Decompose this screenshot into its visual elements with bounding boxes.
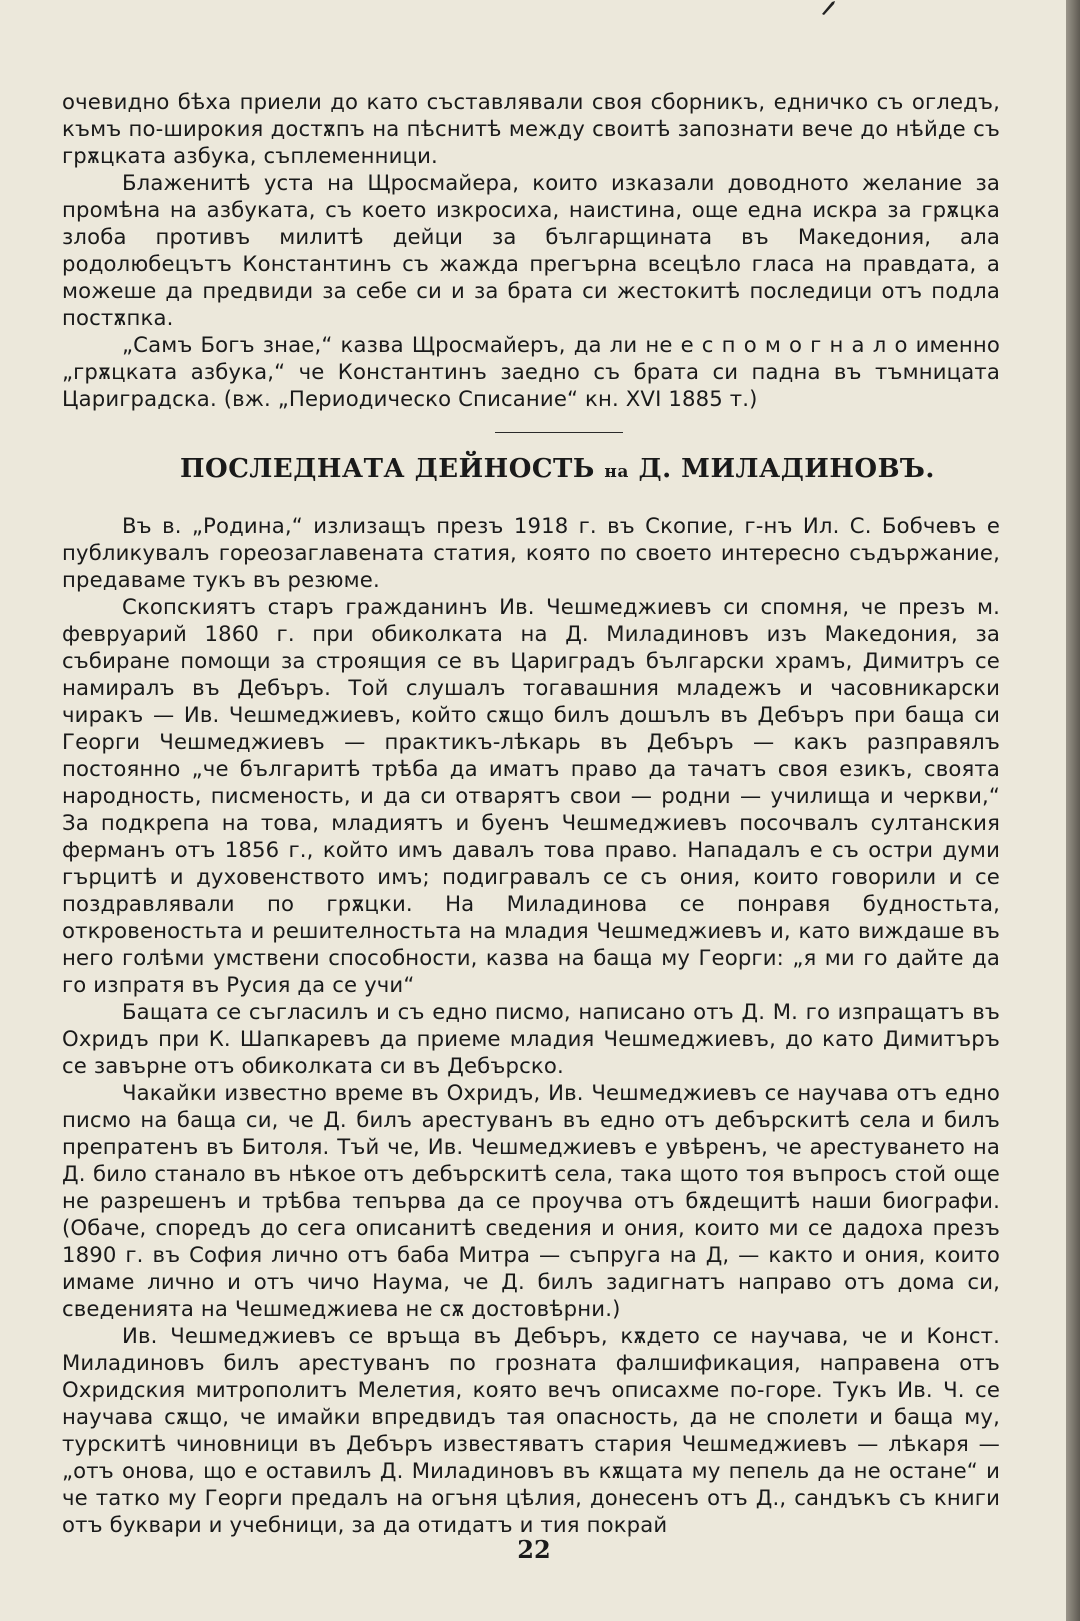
paragraph: Скопскиятъ старъ гражданинъ Ив. Чешмеджиевъ си спомня, че презъ м. февруарий 1860 г. при обиколката на Д. Миладиновъ изъ Македония, за събиране помощи за строящия се въ Цариградъ български храмъ, Димитръ се намиралъ въ Дебъръ. Той слушалъ тогавашния младежъ и часовникарски чиракъ — Ив. Чешмеджиевъ, който сѫщо билъ дошълъ въ Дебъръ при баща си Георги Чешмеджиевъ — практикъ-лѣкарь въ Дебъръ — какъ разправялъ постоянно „че българитѣ трѣба да иматъ право да тачатъ своя езикъ, своята народность, писменость, и да си отварятъ свои — родни — училища и черкви,“ За подкрепа на това, младиятъ и буенъ Чешмеджиевъ посочвалъ султанския ферманъ отъ 1856 г., който имъ давалъ това право. Нападалъ е съ остри думи гърцитѣ и духовенството имъ; подигравалъ се съ ония, които говорили и се поздравлявали по грѫцки. На Миладинова се понравя будностьта, откровеностьта и решителностьта на младия Чешмеджиевъ и, като виждаше въ него голѣми умствени способности, казва на баща му Георги: „я ми го дайте да го изпратя въ Русия да се учи“ <box>62 594 1000 997</box>
heading-part: ПОСЛЕДНАТА ДЕЙНОСТЬ <box>180 454 595 484</box>
paragraph: Бащата се съгласилъ и съ едно писмо, написано отъ Д. М. го изпращатъ въ Охридъ при К. Шапкаревъ да приеме младия Чешмеджиевъ, до като Димитъръ се завърне отъ обиколката си въ Дебърско. <box>62 999 1000 1078</box>
body-text <box>62 88 1000 1538</box>
paragraph: Блаженитѣ уста на Щросмайера, които изказали доводното желание за промѣна на азбуката, съ което изкросиха, наистина, още една искра за грѫцка злоба противъ милитѣ дейци за българщината въ Македония, ала родолюбецътъ Константинъ съ жажда прегърна всецѣло гласа на правдата, а можеше да предвиди за себе си и за брата си жестокитѣ последици отъ подла постѫпка. <box>62 170 1000 330</box>
paragraph: Ив. Чешмеджиевъ се връща въ Дебъръ, кѫдето се научава, че и Конст. Миладиновъ билъ арестуванъ по грозната фалшификация, направена отъ Охридския митрополитъ Мелетия, която вечъ описахме по-горе. Тукъ Ив. Ч. се научава сѫщо, че имайки впредвидъ тая опасность, да не сполети и баща му, турскитѣ чиновници въ Дебъръ известяватъ стария Чешмеджиевъ — лѣкаря — „отъ онова, що е оставилъ Д. Миладиновъ въ кѫщата му пепель да не остане“ и че татко му Георги предалъ на огъня цѣлия, донесенъ отъ Д., сандъкъ съ книги отъ буквари и учебници, за да отидатъ и тия покрай <box>62 1323 1000 1537</box>
paragraph: Въ в. „Родина,“ излизащъ презъ 1918 г. въ Скопие, г-нъ Ил. С. Бобчевъ е публикувалъ гореозаглавената статия, която по своето интересно съдържание, предаваме тукъ въ резюме. <box>62 513 1000 592</box>
paragraph: „Самъ Богъ знае,“ казва Щросмайеръ, да ли не е с п о м о г н а л о именно „грѫцката азбука,“ че Константинъ заедно съ брата си падна въ тъмницата Цариградска. (вж. „Периодическо Списание“ кн. XVI 1885 т.) <box>62 332 1000 411</box>
page-number: 22 <box>517 1535 551 1564</box>
section-heading <box>180 453 1000 488</box>
heading-part: на <box>604 462 629 482</box>
paragraph: очевидно бѣха приели до като съставлявали своя сборникъ, едничко съ огледъ, къмъ по-широкия достѫпъ на пѣснитѣ между своитѣ запознати вече до нѣйде съ грѫцката азбука, съплеменници. <box>62 89 1000 168</box>
paragraph: Чакайки известно време въ Охридъ, Ив. Чешмеджиевъ се научава отъ едно писмо на баща си, че Д. билъ арестуванъ въ едно отъ дебърскитѣ села и билъ препратенъ въ Битоля. Тъй че, Ив. Чешмеджиевъ е увѣренъ, че арестуването на Д. било станало въ нѣкое отъ дебърскитѣ села, така щото тоя въпросъ стой още не разрешенъ и трѣбва тепърва да се проучва отъ бѫдещитѣ наши биографи. (Обаче, споредъ до сега описанитѣ сведения и ония, които ми се дадоха презъ 1890 г. въ София лично отъ баба Митра — съпруга на Д, — както и ония, които имаме лично и отъ чичо Наума, че Д. билъ задигнатъ направо отъ дома си, сведенията на Чешмеджиева не сѫ достовѣрни.) <box>62 1080 1000 1321</box>
heading-part: Д. МИЛАДИНОВЪ. <box>638 454 935 484</box>
section-divider <box>495 432 623 433</box>
ink-mark <box>820 0 836 16</box>
page-edge <box>1066 0 1080 1621</box>
